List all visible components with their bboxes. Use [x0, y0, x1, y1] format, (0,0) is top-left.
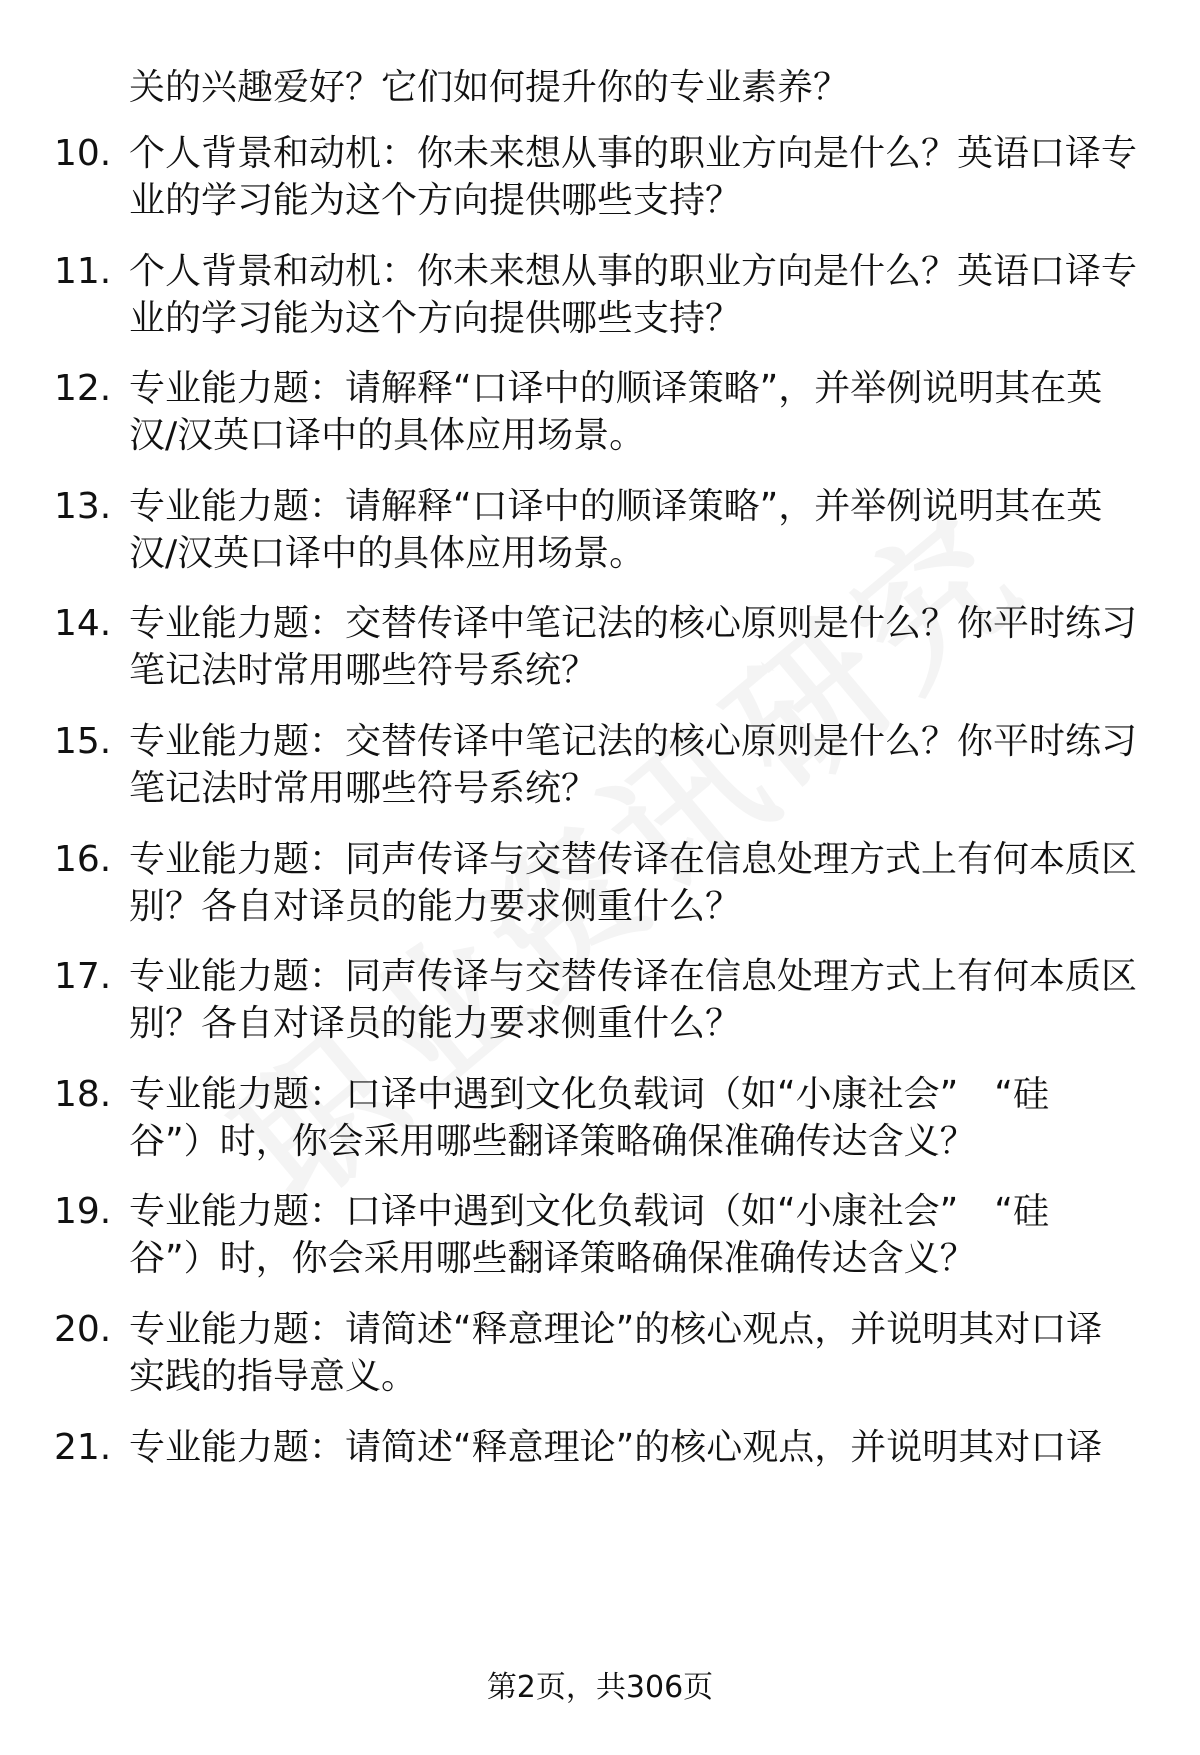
question-number: 16.	[54, 839, 112, 880]
question-text: 实践的指导意义。	[129, 1356, 418, 1397]
question-text: 专业能力题：口译中遇到文化负载词（如“小康社会” “硅	[129, 1191, 1049, 1232]
question-text: 专业能力题：请解释“口译中的顺译策略”，并举例说明其在英	[129, 486, 1103, 527]
question-text: 个人背景和动机：你未来想从事的职业方向是什么？英语口译专	[129, 251, 1138, 292]
question-number: 17.	[54, 956, 112, 997]
question-number: 15.	[54, 721, 112, 762]
question-text: 别？各自对译员的能力要求侧重什么？	[129, 1003, 742, 1044]
question-text: 业的学习能为这个方向提供哪些支持？	[129, 180, 742, 221]
question-text: 专业能力题：请简述“释意理论”的核心观点，并说明其对口译	[129, 1309, 1103, 1350]
question-text: 专业能力题：口译中遇到文化负载词（如“小康社会” “硅	[129, 1074, 1049, 1115]
question-number: 19.	[54, 1191, 112, 1232]
question-text: 笔记法时常用哪些符号系统？	[129, 650, 598, 691]
question-text: 笔记法时常用哪些符号系统？	[129, 768, 598, 809]
question-text: 汉/汉英口译中的具体应用场景。	[129, 415, 646, 456]
question-text: 别？各自对译员的能力要求侧重什么？	[129, 886, 742, 927]
question-text: 谷”）时，你会采用哪些翻译策略确保准确传达含义？	[129, 1121, 976, 1162]
question-text: 谷”）时，你会采用哪些翻译策略确保准确传达含义？	[129, 1238, 976, 1279]
continuation-text: 关的兴趣爱好？它们如何提升你的专业素养？	[129, 67, 850, 108]
question-number: 14.	[54, 603, 112, 644]
question-number: 13.	[54, 486, 112, 527]
page-footer: 第2页，共306页	[486, 1670, 714, 1705]
question-number: 21.	[54, 1427, 112, 1468]
question-text: 专业能力题：请解释“口译中的顺译策略”，并举例说明其在英	[129, 368, 1103, 409]
question-text: 专业能力题：交替传译中笔记法的核心原则是什么？你平时练习	[129, 603, 1138, 644]
question-number: 10.	[54, 133, 112, 174]
question-text: 专业能力题：请简述“释意理论”的核心观点，并说明其对口译	[129, 1427, 1103, 1468]
question-text: 汉/汉英口译中的具体应用场景。	[129, 533, 646, 574]
question-number: 12.	[54, 368, 112, 409]
question-text: 个人背景和动机：你未来想从事的职业方向是什么？英语口译专	[129, 133, 1138, 174]
question-text: 专业能力题：同声传译与交替传译在信息处理方式上有何本质区	[129, 956, 1138, 997]
question-number: 18.	[54, 1074, 112, 1115]
question-text: 专业能力题：同声传译与交替传译在信息处理方式上有何本质区	[129, 839, 1138, 880]
question-number: 20.	[54, 1309, 112, 1350]
question-text: 专业能力题：交替传译中笔记法的核心原则是什么？你平时练习	[129, 721, 1138, 762]
question-number: 11.	[54, 251, 112, 292]
question-text: 业的学习能为这个方向提供哪些支持？	[129, 298, 742, 339]
